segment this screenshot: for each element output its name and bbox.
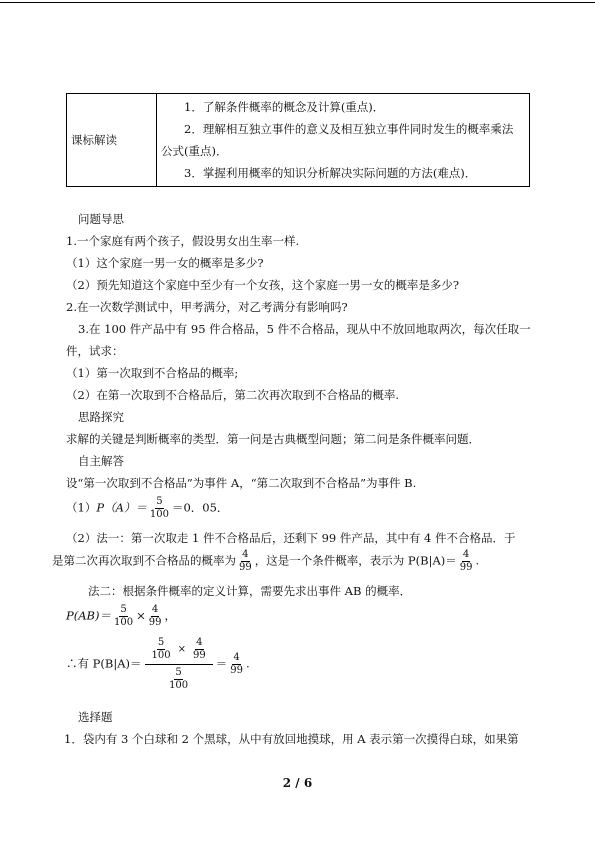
method-2-text: 法二：根据条件概率的定义计算，需要先求出事件 AB 的概率． [88,584,412,598]
curriculum-label: 课标解读 [67,94,157,187]
curriculum-item: 2．理解相互独立事件的意义及相互独立事件同时发生的概率乘法公式(重点)． [161,122,514,158]
section-heading-solution: 自主解答 [78,454,124,468]
curriculum-item: 1．了解条件概率的概念及计算(重点)． [184,100,385,114]
question-1: 1.一个家庭有两个孩子，假设男女出生率一样. [66,234,300,248]
section-heading-analysis: 思路探究 [78,410,124,424]
curriculum-item: 3．掌握利用概率的知识分析解决实际问题的方法(难点)． [184,166,477,180]
curriculum-table [66,93,530,187]
fraction: $\frac{4}{99}$ [239,549,252,573]
conditional-result: ∴有 P(B|A)＝ $\frac{5}{100}$ × $\frac{4}{99}$ $\frac{5}{100}$ ＝ $\frac{4}{99}$ . [66,635,536,694]
question-3b: （2）在第一次取到不合格品后，第二次再次取到不合格品的概率. [66,388,399,402]
choice-question-1: 1．袋内有 3 个白球和 2 个黑球，从中有放回地摸球，用 A 表示第一次摸得白球，如果第 [64,732,519,746]
fraction: $\frac{4}{99}$ [148,604,162,628]
question-2: 2.在一次数学测试中，甲考满分，对乙考满分有影响吗? [66,300,348,314]
document-body [52,208,536,750]
section-heading-questions: 问题导思 [78,212,124,226]
fraction: $\frac{5}{100}$ [113,604,134,628]
fraction: $\frac{4}{99}$ [459,549,473,573]
fraction: $\frac{4}{99}$ [230,652,243,676]
section-heading-choice: 选择题 [78,710,113,724]
method-1-line-2: 是第二次再次取到不合格品的概率为 $\frac{4}{99}$ ，这是一个条件概率，表示为 P(B|A)＝ $\frac{4}{99}$ . [52,549,480,573]
compound-fraction: $\frac{5}{100}$ × $\frac{4}{99}$ $\frac{5}{100}$ [145,635,213,694]
top-rule [0,2,595,3]
solution-part-1: （1）P（A）＝ $\frac{5}{100}$ ＝0．05． [66,496,229,520]
analysis-text: 求解的关键是判断概率的类型．第一问是古典概型问题；第二问是条件概率问题． [66,432,480,446]
curriculum-items [157,94,530,187]
fraction: $\frac{5}{100}$ [149,496,169,520]
probability-ab: P(AB)＝ $\frac{5}{100}$ × $\frac{4}{99}$ ， [66,604,176,628]
event-definition: 设“第一次取到不合格品”为事件 A，“第二次取到不合格品”为事件 B. [66,476,417,490]
question-3: 3.在 100 件产品中有 95 件合格品，5 件不合格品，现从中不放回地取两次，每次任取一件，试求： [66,322,531,358]
page-number: 2 / 6 [282,776,313,790]
question-1a: （1）这个家庭一男一女的概率是多少? [66,256,264,270]
method-1-line-1: （2）法一：第一次取走 1 件不合格品后，还剩下 99 件产品，其中有 4 件不合格品．于 [66,531,516,545]
question-1b: （2）预先知道这个家庭中至少有一个女孩，这个家庭一男一女的概率是多少? [66,278,459,292]
question-3a: （1）第一次取到不合格品的概率; [66,366,239,380]
